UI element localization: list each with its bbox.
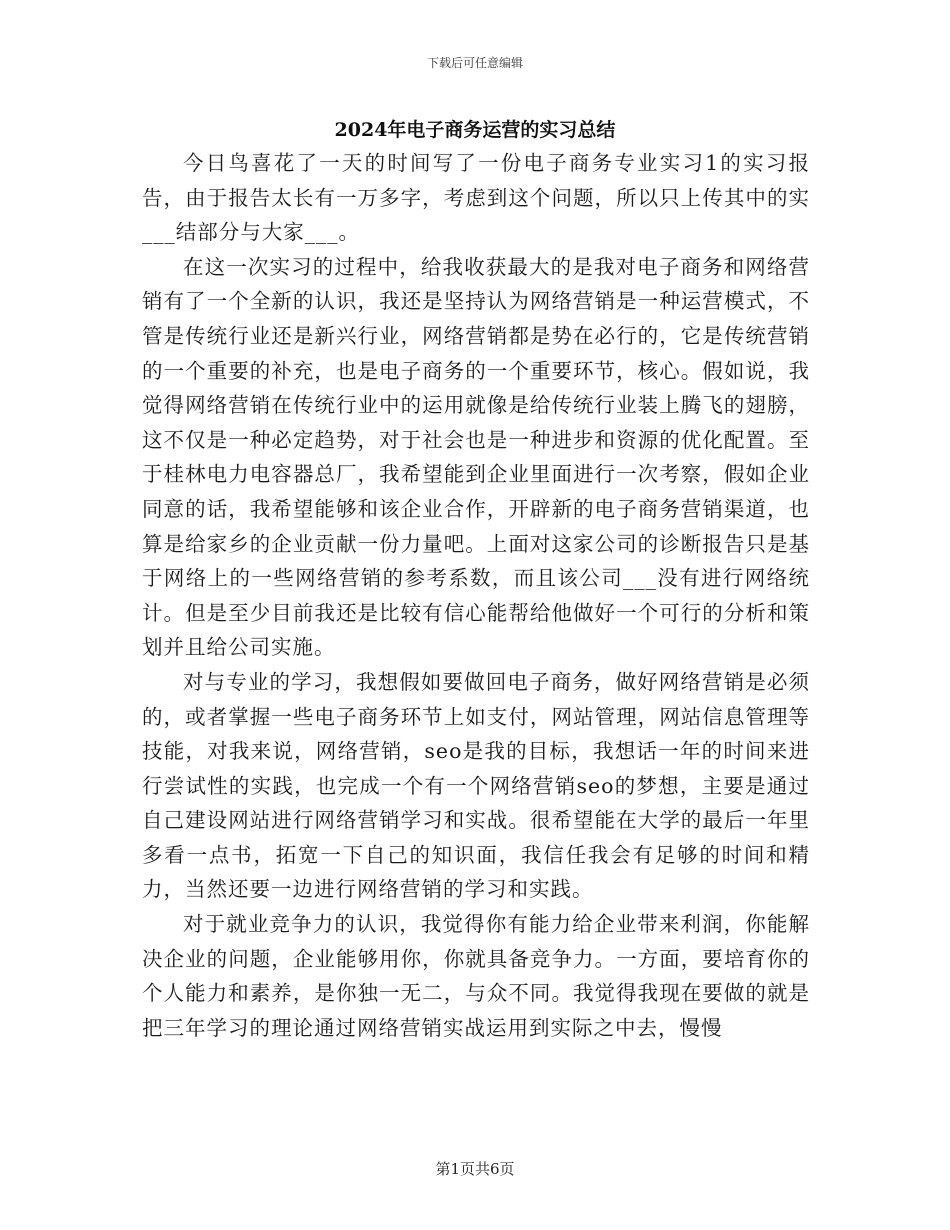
paragraph-4: 对于就业竞争力的认识，我觉得你有能力给企业带来利润，你能解决企业的问题，企业能够用你，你就具备竞争力。一方面，要培育你的个人能力和素养，是你独一无二，与众不同。我觉得我现在要做的就是把三年学习的理论通过网络营销实战运用到实际之中去，慢慢 <box>142 912 810 1040</box>
page-number: 第1页共6页 <box>435 1160 515 1178</box>
paragraph-3: 对与专业的学习，我想假如要做回电子商务，做好网络营销是必须的，或者掌握一些电子商务环节上如支付，网站管理，网站信息管理等技能，对我来说，网络营销，seo是我的目标，我想话一年的时间来进行尝试性的实践，也完成一个有一个网络营销seo的梦想，主要是通过自己建设网站进行网络营销学习和实战。很希望能在大学的最后一年里多看一点书，拓宽一下自己的知识面，我信任我会有足够的时间和精力，当然还要一边进行网络营销的学习和实践。 <box>142 669 810 902</box>
document-body <box>142 146 810 1045</box>
paragraph-1: 今日鸟喜花了一天的时间写了一份电子商务专业实习1的实习报告，由于报告太长有一万多字，考虑到这个问题，所以只上传其中的实___结部分与大家___。 <box>142 151 810 245</box>
header-note: 下载后可任意编辑 <box>426 56 523 70</box>
paragraph-2: 在这一次实习的过程中，给我收获最大的是我对电子商务和网络营销有了一个全新的认识，我还是坚持认为网络营销是一种运营模式，不管是传统行业还是新兴行业，网络营销都是势在必行的，它是传统营销的一个重要的补充，也是电子商务的一个重要环节，核心。假如说，我觉得网络营销在传统行业中的运用就像是给传统行业装上腾飞的翅膀，这不仅是一种必定趋势，对于社会也是一种进步和资源的优化配置。至于桂林电力电容器总厂，我希望能到企业里面进行一次考察，假如企业同意的话，我希望能够和该企业合作，开辟新的电子商务营销渠道，也算是给家乡的企业贡献一份力量吧。上面对这家公司的诊断报告只是基于网络上的一些网络营销的参考系数，而且该公司___没有进行网络统计。但是至少目前我还是比较有信心能帮给他做好一个可行的分析和策划并且给公司实施。 <box>142 254 810 660</box>
document-title: 2024年电子商务运营的实习总结 <box>334 119 616 141</box>
